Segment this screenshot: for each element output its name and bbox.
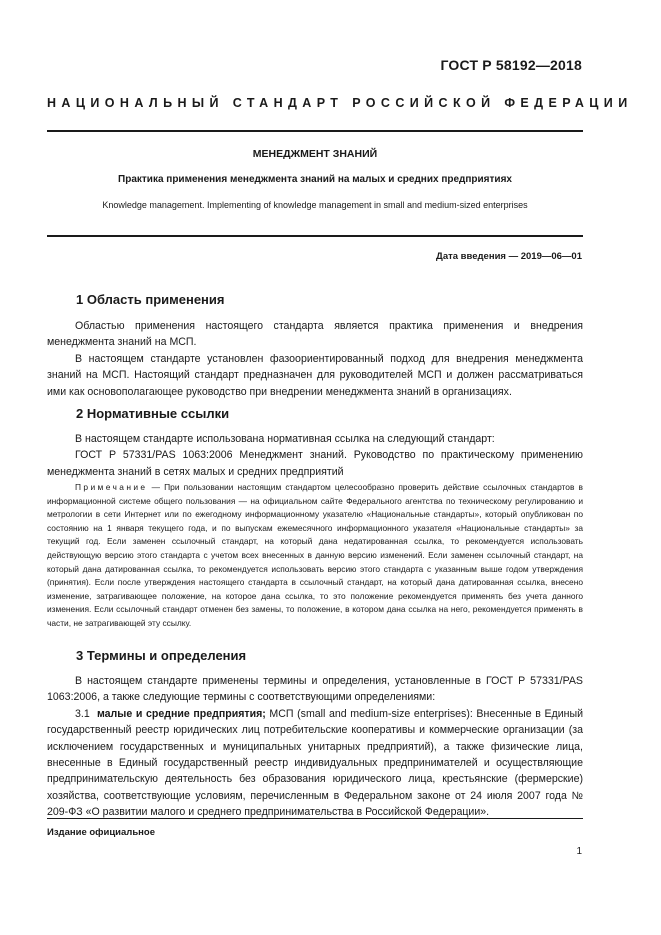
document-subtitle: Практика применения менеджмента знаний на малых и средних предприятиях [118,174,512,185]
title-rule [47,235,583,237]
paragraph: В настоящем стандарте использована нормативная ссылка на следующий стандарт: [75,433,495,445]
note-label: Примечание [75,482,148,492]
gost-number: ГОСТ Р 58192—2018 [440,57,582,73]
section-body-normative-references [47,431,583,480]
top-rule [47,130,583,132]
document-title: МЕНЕДЖМЕНТ ЗНАНИЙ [252,148,378,160]
edition-label: Издание официальное [47,827,155,838]
reference-note [47,481,583,631]
note-text: — При пользовании настоящим стандартом целесообразно проверить действие ссылочных стандартов в информационной системе общего пользования — на официальном сайте Федерального агентства по техническому регулированию и метрологии в сети Интернет или по ежегодному информационному указателю «Национальные стандарты», который опубликован по состоянию на 1 января текущего года, и по выпускам ежемесячного информационного указателя «Национальные стандарты» за текущий год. Если заменен ссылочный стандарт, на который дана недатированная ссылка, то рекомендуется использовать действующую версию этого стандарта с учетом всех внесенных в данную версию изменений. Если заменен ссылочный стандарт, на который дана датированная ссылка, то рекомендуется использовать версию этого стандарта с указанным выше годом утверждения (принятия). Если после утверждения настоящего стандарта в ссылочный стандарт, на который дана датированная ссылка, внесено изменение, затрагивающее положение, на которое дана ссылка, то это положение рекомендуется применять без учета данного изменения. Если ссылочный стандарт отменен без замены, то положение, в котором дана ссылка на него, рекомендуется применять в части, не затрагивающей эту ссылку. [47,482,583,628]
term-entry [47,706,583,821]
section-heading-terms: 3 Термины и определения [76,648,247,663]
page-number: 1 [576,846,582,857]
section-body-scope [47,318,583,400]
section-heading-scope: 1 Область применения [76,292,225,307]
footer-rule [47,818,583,819]
document-english-title: Knowledge management. Implementing of knowledge management in small and medium-sized enterprises [102,200,528,210]
section-heading-normative-references: 2 Нормативные ссылки [76,406,230,421]
term-name: малые и средние предприятия; [96,707,266,720]
paragraph: В настоящем стандарте установлен фазоориентированный подход для внедрения менеджмента знаний на МСП. Настоящий стандарт предназначен для руководителей МСП и должен рассматриваться ими как основополагающее руководство при внедрении менеджмента знаний в организациях. [47,352,583,398]
section-body-terms [47,673,583,821]
paragraph: Областью применения настоящего стандарта является практика применения и внедрения менеджмента знаний на МСП. [47,320,583,349]
effective-date: Дата введения — 2019—06—01 [436,251,582,262]
national-standard-title: НАЦИОНАЛЬНЫЙ СТАНДАРТ РОССИЙСКОЙ ФЕДЕРАЦИИ [47,96,633,110]
term-number: 3.1 [75,707,90,720]
term-definition: МСП (small and medium-size enterprises): Внесенные в Единый государственный реестр юридических лиц потребительские кооперативы и коммерческие организации (за исключением государственных и муниципальных унитарных предприятий), а также физические лица, внесенные в Единый государственный реестр индивидуальных предпринимателей и осуществляющие предпринимательскую деятельность без образования юридического лица, крестьянские (фермерские) хозяйства, соответствующие условиям, перечисленным в Федеральном законе от 24 июля 2007 года № 209-ФЗ «О развитии малого и среднего предпринимательства в Российской Федерации». [47,707,584,819]
paragraph: ГОСТ Р 57331/PAS 1063:2006 Менеджмент знаний. Руководство по практическому применению менеджмента знаний в сетях малых и средних предприятий [47,449,583,478]
paragraph: В настоящем стандарте применены термины и определения, установленные в ГОСТ Р 57331/PAS 1063:2006, а также следующие термины с соответствующими определениями: [47,675,583,704]
